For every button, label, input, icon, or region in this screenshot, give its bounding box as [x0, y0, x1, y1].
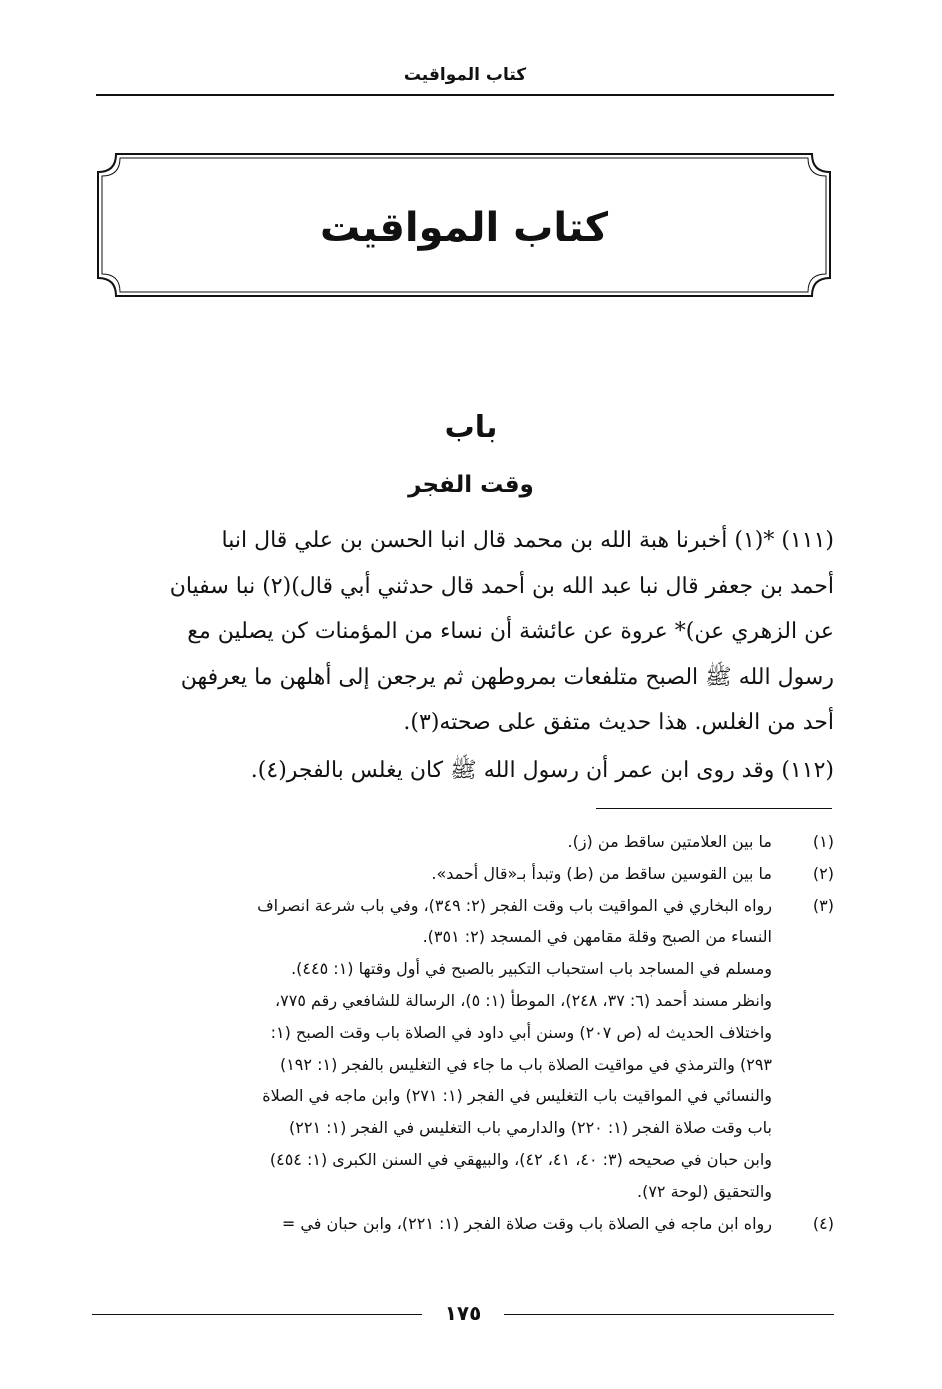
footnote-marker: (٣): [812, 895, 834, 915]
footnote-1: [92, 826, 834, 858]
footnote-3: [92, 890, 834, 1208]
footnote-line: وانظر مسند أحمد (٦: ٣٧، ٢٤٨)، الموطأ (١: ٥)، الرسالة للشافعي رقم ٧٧٥،: [274, 990, 772, 1010]
footnote-line: والتحقيق (لوحة ٧٢).: [636, 1181, 772, 1201]
paragraph-line: (١١٢) وقد روى ابن عمر أن رسول الله ﷺ كان يغلس بالفجر(٤).: [250, 758, 834, 783]
hadith-paragraph-112: [92, 748, 834, 794]
footnote-line: رواه ابن ماجه في الصلاة باب وقت صلاة الفجر (١: ٢٢١)، وابن حبان في =: [281, 1213, 772, 1233]
footnote-line: وابن حبان في صحيحه (٣: ٤٠، ٤١، ٤٢)، والبيهقي في السنن الكبرى (١: ٤٥٤): [269, 1149, 772, 1169]
book-title-frame: [96, 152, 832, 298]
footnote-line: ٢٩٣) والترمذي في مواقيت الصلاة باب ما جاء في التغليس بالفجر (١: ١٩٢): [279, 1054, 772, 1074]
footnote-4: [92, 1208, 834, 1240]
paragraph-line: أحد من الغلس. هذا حديث متفق على صحته(٣).: [403, 710, 834, 735]
footnote-marker: (٤): [812, 1213, 834, 1233]
hadith-paragraph-111: [92, 518, 834, 746]
book-title: كتاب المواقيت: [320, 205, 608, 251]
footer-rule-right: [504, 1314, 834, 1315]
footnote-2: [92, 858, 834, 890]
footnotes: [92, 826, 834, 1239]
paragraph-line: عن الزهري عن)* عروة عن عائشة أن نساء من المؤمنات كن يصلين مع: [187, 619, 834, 644]
footnote-line: ما بين القوسين ساقط من (ط) وتبدأ بـ«قال أحمد».: [431, 863, 772, 883]
paragraph-line: رسول الله ﷺ الصبح متلفعات بمروطهن ثم يرجعن إلى أهلهن ما يعرفهن: [180, 664, 834, 690]
footnote-line: ومسلم في المساجد باب استحباب التكبير بالصبح في أول وقتها (١: ٤٤٥).: [291, 959, 772, 979]
running-header: كتاب المواقيت: [96, 62, 834, 96]
page-footer: [92, 1298, 834, 1328]
footnote-line: واختلاف الحديث له (ص ٢٠٧) وسنن أبي داود في الصلاة باب وقت الصبح (١:: [270, 1022, 772, 1042]
paragraph-line: (١١١) *(١) أخبرنا هبة الله بن محمد قال انبا الحسن بن علي قال انبا: [221, 528, 834, 553]
footnote-divider: [596, 808, 832, 809]
footnote-marker: (١): [812, 832, 834, 851]
paragraph-line: أحمد بن جعفر قال نبا عبد الله بن أحمد قال حدثني أبي قال)(٢) نبا سفيان: [169, 573, 834, 599]
footnote-line: رواه البخاري في المواقيت باب وقت الفجر (٢: ٣٤٩)، وفي باب شرعة انصراف: [257, 895, 772, 915]
footnote-line: باب وقت صلاة الفجر (١: ٢٢٠) والدارمي باب التغليس في الفجر (١: ٢٢١): [289, 1118, 772, 1138]
footnote-line: النساء من الصبح وقلة مقامهن في المسجد (٢: ٣٥١).: [422, 927, 772, 947]
footnote-marker: (٢): [812, 863, 834, 883]
footnote-line: ما بين العلامتين ساقط من (ز).: [567, 832, 772, 851]
page-number: ١٧٥: [444, 1301, 482, 1325]
chapter-word: باب: [444, 410, 498, 445]
section-title: وقت الفجر: [408, 472, 534, 498]
footnote-line: والنسائي في المواقيت باب التغليس في الفجر (١: ٢٧١) وابن ماجه في الصلاة: [262, 1086, 772, 1106]
